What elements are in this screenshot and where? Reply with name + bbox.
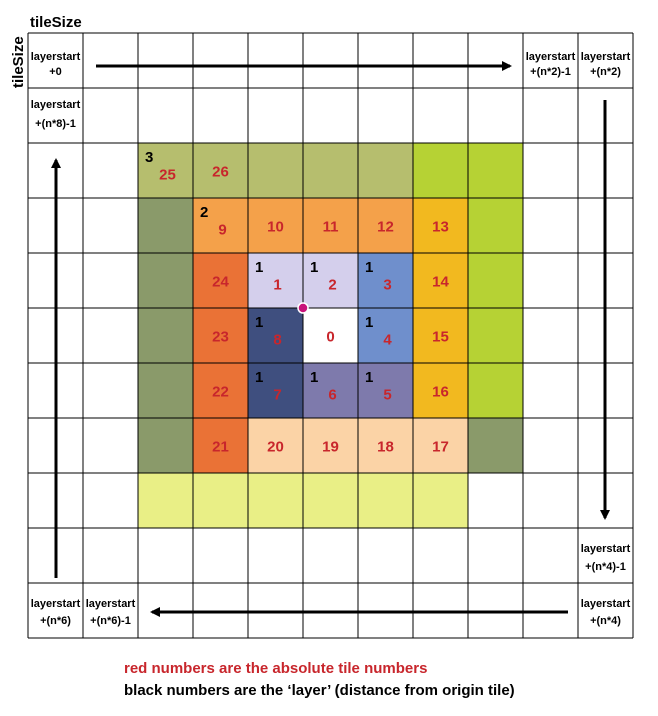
tile-number: 5 (383, 386, 392, 404)
layer-number: 1 (255, 314, 264, 331)
tile-number: 17 (432, 438, 449, 456)
tile-number: 7 (273, 386, 282, 404)
tile-number: 23 (212, 328, 229, 346)
corner-label-line2: +(n*6) (40, 615, 71, 627)
outer-bottom-tile (193, 473, 248, 528)
outer-left-tile (138, 253, 193, 308)
outer-right-tile (468, 308, 523, 363)
tile-number: 18 (377, 438, 394, 456)
corner-label-line2: +(n*8)-1 (35, 118, 76, 130)
outer-bottom-tile (413, 473, 468, 528)
corner-label-line1: layerstart (580, 598, 631, 610)
outer-right-tile (468, 418, 523, 473)
outer-top-tile (248, 143, 303, 198)
outer-bottom-tile (358, 473, 413, 528)
origin-dot (298, 303, 308, 313)
corner-label-line1: layerstart (30, 99, 81, 111)
outer-bottom-tile (303, 473, 358, 528)
tile-number: 16 (432, 383, 449, 401)
corner-label-line1: layerstart (30, 51, 81, 63)
outer-left-tile (138, 308, 193, 363)
tile-number: 13 (432, 218, 449, 236)
legend-black-text: black numbers are the ‘layer’ (distance from origin tile) (124, 682, 515, 699)
outer-left-tile (138, 473, 193, 528)
tile-number: 20 (267, 438, 284, 456)
outer-right-tile (468, 363, 523, 418)
outer-left-tile (138, 198, 193, 253)
layer-number: 1 (255, 369, 264, 386)
layer-number: 3 (145, 149, 154, 166)
left-axis-label: tileSize (10, 36, 27, 88)
tile-number: 14 (432, 273, 449, 291)
layer-number: 1 (310, 259, 319, 276)
tile-number: 15 (432, 328, 449, 346)
legend-red-text: red numbers are the absolute tile numbers (124, 660, 428, 677)
layer-number: 1 (255, 259, 264, 276)
tile-number: 25 (159, 166, 176, 184)
layer-number: 1 (310, 369, 319, 386)
outer-left-tile (138, 363, 193, 418)
corner-label-line2: +(n*4)-1 (585, 561, 626, 573)
corner-label-line2: +0 (49, 66, 62, 78)
corner-label-line1: layerstart (85, 598, 136, 610)
corner-label-line2: +(n*4) (590, 615, 621, 627)
tile-number: 22 (212, 383, 229, 401)
outer-top-tile (303, 143, 358, 198)
corner-label-line1: layerstart (580, 543, 631, 555)
outer-right-tile (468, 253, 523, 308)
layer-number: 1 (365, 314, 374, 331)
top-axis-label: tileSize (30, 14, 82, 31)
outer-top-tile (413, 143, 468, 198)
tile-number: 9 (218, 221, 227, 239)
corner-label-line1: layerstart (30, 598, 81, 610)
corner-label-line1: layerstart (525, 51, 576, 63)
tile-number: 12 (377, 218, 394, 236)
layer-number: 1 (365, 369, 374, 386)
outer-left-tile (138, 418, 193, 473)
outer-right-tile (468, 143, 523, 198)
outer-bottom-tile (468, 473, 523, 528)
tile-number: 8 (273, 331, 282, 349)
corner-label-line2: +(n*2)-1 (530, 66, 571, 78)
tile-number: 24 (212, 273, 229, 291)
tile-number: 10 (267, 218, 284, 236)
corner-label-line1: layerstart (580, 51, 631, 63)
tile-number: 1 (273, 276, 282, 294)
tile-number: 26 (212, 163, 229, 181)
tile-number: 2 (328, 276, 337, 294)
layer-number: 1 (365, 259, 374, 276)
corner-label-line2: +(n*2) (590, 66, 621, 78)
corner-label-line2: +(n*6)-1 (90, 615, 131, 627)
tile-number: 0 (326, 328, 335, 346)
tile-number: 3 (383, 276, 392, 294)
outer-top-tile (358, 143, 413, 198)
tile-number: 19 (322, 438, 339, 456)
tile-number: 21 (212, 438, 229, 456)
layer-number: 2 (200, 204, 209, 221)
outer-bottom-tile (248, 473, 303, 528)
outer-right-tile (468, 198, 523, 253)
tile-number: 4 (383, 331, 392, 349)
tile-number: 11 (322, 218, 339, 236)
tile-number: 6 (328, 386, 337, 404)
